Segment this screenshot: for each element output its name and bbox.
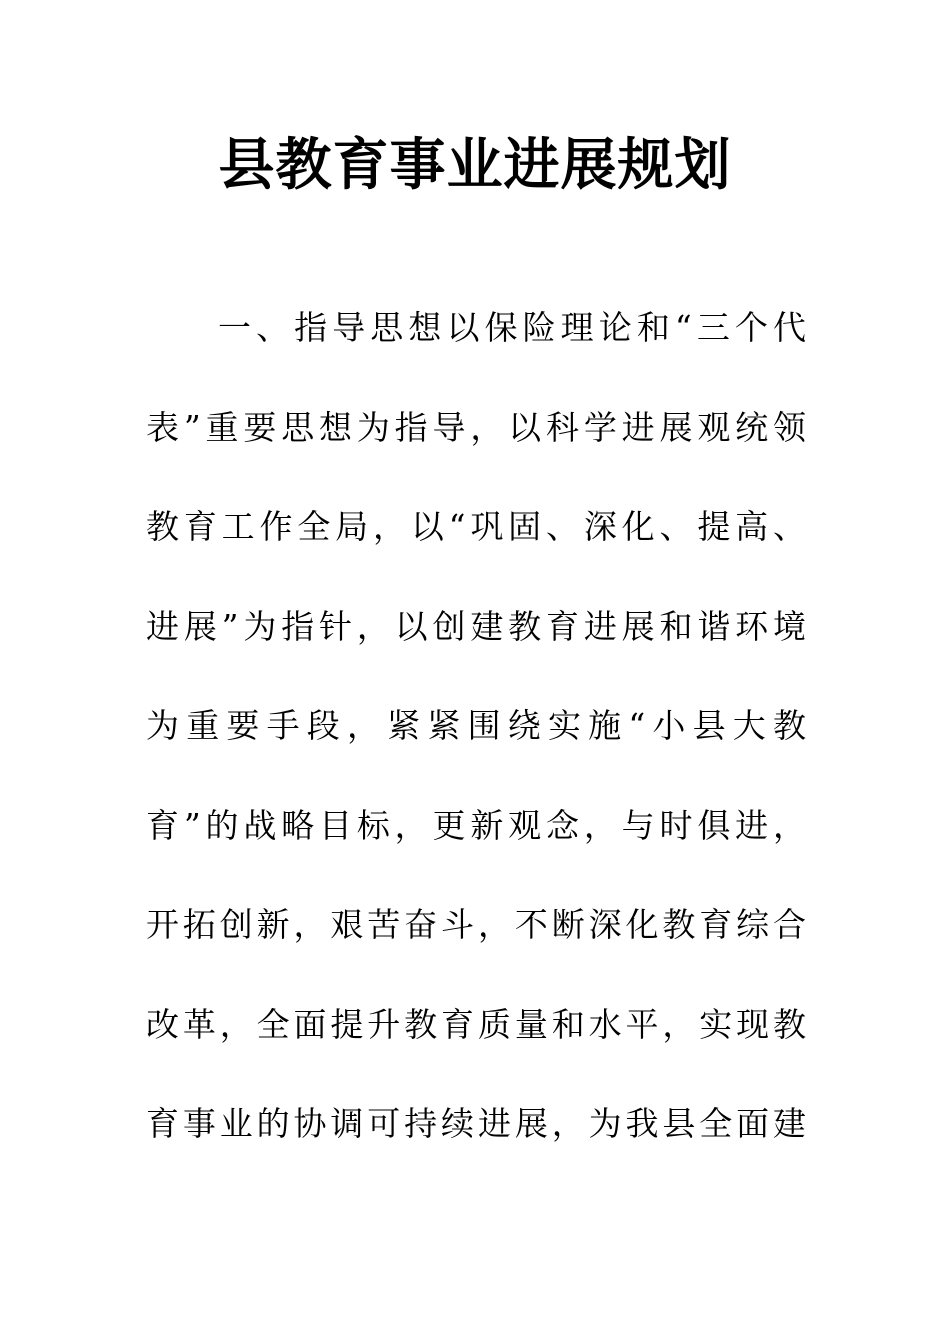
paragraph-line: 一、指导思想以保险理论和“三个代 (218, 308, 806, 347)
paragraph-line: 进展”为指针，以创建教育进展和谐环境 (146, 607, 806, 646)
document-title: 县教育事业进展规划 (218, 133, 732, 198)
paragraph-line: 为重要手段，紧紧围绕实施“小县大教 (146, 706, 806, 745)
paragraph-line: 开拓创新，艰苦奋斗，不断深化教育综合 (146, 905, 806, 944)
paragraph-line: 表”重要思想为指导，以科学进展观统领 (146, 408, 806, 447)
paragraph-line: 改革，全面提升教育质量和水平，实现教 (146, 1005, 806, 1044)
paragraph-line: 育事业的协调可持续进展，为我县全面建 (146, 1104, 806, 1143)
paragraph-line: 育”的战略目标，更新观念，与时俱进， (146, 806, 806, 845)
paragraph-line: 教育工作全局，以“巩固、深化、提高、 (146, 507, 806, 546)
